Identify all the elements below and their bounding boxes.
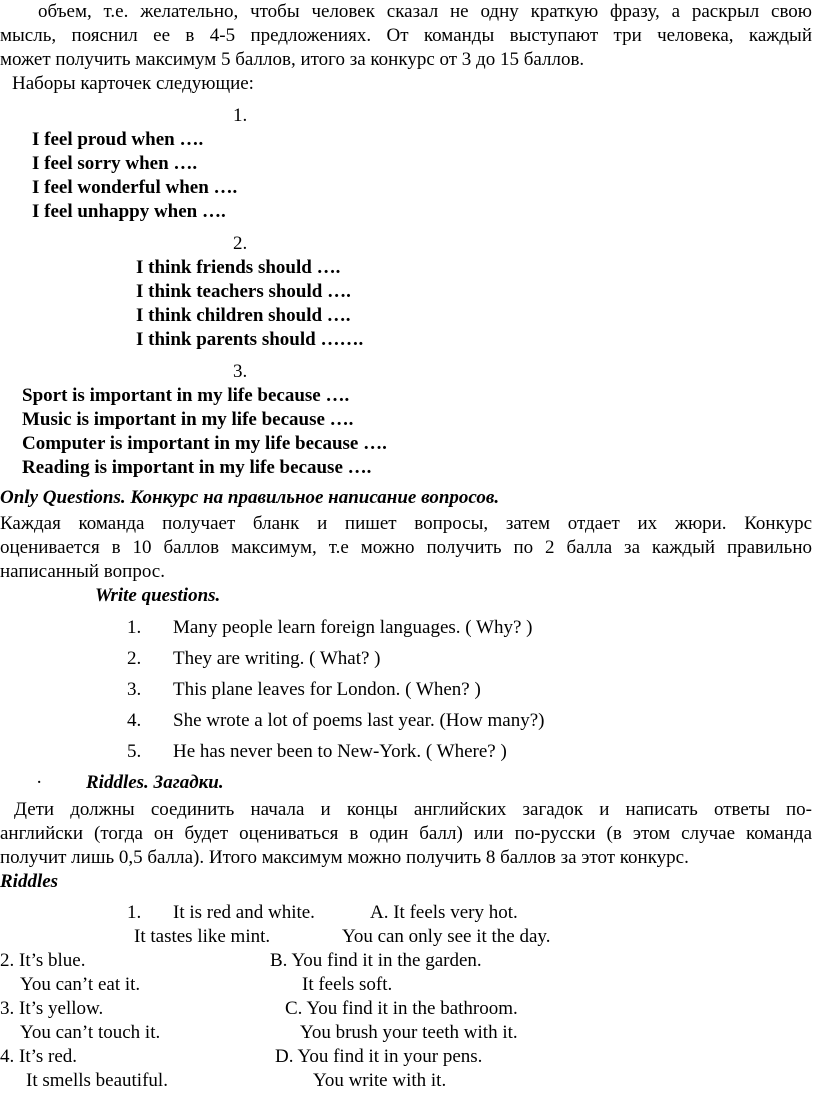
card-set-1-line: I feel sorry when …. (32, 153, 198, 174)
card-set-1-line: I feel wonderful when …. (32, 177, 238, 198)
riddles-desc-line: получит лишь 0,5 балла). Итого максимум можно получить 8 баллов за этот конкурс. (0, 847, 689, 868)
card-set-3-line: Music is important in my life because …. (22, 409, 354, 430)
intro-line-1: объем, т.е. желательно, чтобы человек сказал не одну краткую фразу, а раскрыл свою (38, 1, 812, 22)
riddle-end: You can only see it the day. (342, 926, 551, 947)
only-questions-heading: Only Questions. Конкурс на правильное написание вопросов. (0, 487, 500, 508)
card-set-2-number: 2. (233, 233, 248, 254)
riddle-start: It smells beautiful. (26, 1070, 168, 1091)
riddles-desc-line: Дети должны соединить начала и концы английских загадок и написать ответы по- (14, 799, 812, 820)
riddle-end: You brush your teeth with it. (300, 1022, 518, 1043)
riddles-label: Riddles (0, 871, 59, 892)
question-text: She wrote a lot of poems last year. (How many?) (173, 710, 545, 731)
card-set-2-line: I think parents should ……. (136, 329, 364, 350)
riddle-end: D. You find it in your pens. (275, 1046, 483, 1067)
question-number: 3. (127, 679, 142, 700)
intro-line-2: мысль, пояснил ее в 4-5 предложениях. От команды выступают три человека, каждый (0, 25, 812, 46)
question-number: 2. (127, 648, 142, 669)
riddle-end: C. You find it in the bathroom. (285, 998, 518, 1019)
card-set-3-line: Reading is important in my life because …. (22, 457, 372, 478)
only-questions-desc-line: написанный вопрос. (0, 561, 165, 582)
riddle-start: 2. It’s blue. (0, 950, 86, 971)
card-set-2-line: I think teachers should …. (136, 281, 351, 302)
only-questions-desc-line: оценивается в 10 баллов максимум, т.е можно получить по 2 балла за каждый правильно (0, 537, 812, 558)
riddles-heading: Riddles. Загадки. (86, 772, 224, 793)
card-set-2-line: I think children should …. (136, 305, 351, 326)
riddle-start: It tastes like mint. (134, 926, 271, 947)
card-set-3-number: 3. (233, 361, 248, 382)
intro-line-3: может получить максимум 5 баллов, итого за конкурс от 3 до 15 баллов. (0, 49, 585, 70)
question-number: 5. (127, 741, 142, 762)
question-text: They are writing. ( What? ) (173, 648, 381, 669)
card-set-3-line: Sport is important in my life because …. (22, 385, 350, 406)
riddle-start: It is red and white. (173, 902, 315, 923)
riddle-start: You can’t eat it. (20, 974, 141, 995)
card-sets-intro: Наборы карточек следующие: (12, 73, 254, 94)
riddle-start: 4. It’s red. (0, 1046, 78, 1067)
question-number: 4. (127, 710, 142, 731)
riddle-end: B. You find it in the garden. (270, 950, 482, 971)
riddle-start: 3. It’s yellow. (0, 998, 104, 1019)
card-set-3-line: Computer is important in my life because …. (22, 433, 387, 454)
question-number: 1. (127, 617, 142, 638)
riddle-end: A. It feels very hot. (370, 902, 518, 923)
question-text: Many people learn foreign languages. ( Why? ) (173, 617, 533, 638)
card-set-1-line: I feel unhappy when …. (32, 201, 226, 222)
riddle-start: You can’t touch it. (20, 1022, 161, 1043)
question-text: He has never been to New-York. ( Where? ) (173, 741, 507, 762)
riddle-end: You write with it. (313, 1070, 447, 1091)
write-questions-title: Write questions. (95, 585, 221, 606)
bullet-icon: · (36, 772, 43, 793)
card-set-1-number: 1. (233, 105, 248, 126)
question-text: This plane leaves for London. ( When? ) (173, 679, 481, 700)
riddle-end: It feels soft. (302, 974, 393, 995)
card-set-1-line: I feel proud when …. (32, 129, 204, 150)
card-set-2-line: I think friends should …. (136, 257, 341, 278)
riddle-number: 1. (127, 902, 142, 923)
only-questions-desc-line: Каждая команда получает бланк и пишет вопросы, затем отдает их жюри. Конкурс (0, 513, 812, 534)
riddles-desc-line: английски (тогда он будет оцениваться в один балл) или по-русски (в этом случае команда (0, 823, 812, 844)
